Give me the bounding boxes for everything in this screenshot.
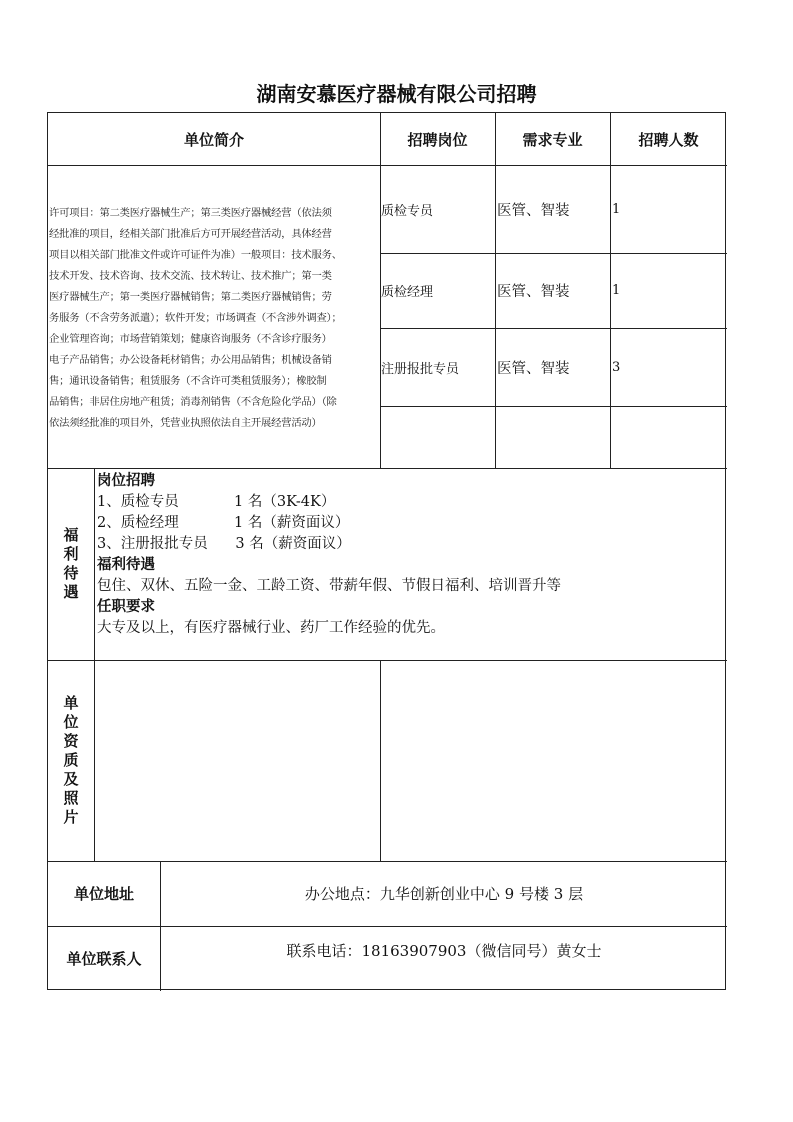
intro-line: 企业管理咨询；市场营销策划；健康咨询服务（不含诊疗服务） [49,333,332,345]
intro-line: 依法须经批准的项目外，凭营业执照依法自主开展经营活动） [49,417,322,429]
requirements-text: 大专及以上，有医疗器械行业、药厂工作经验的优先。 [97,620,445,636]
job-major [497,406,610,468]
job-major: 医管、智装 [497,360,570,377]
intro-line: 售；通讯设备销售；租赁服务（不含许可类租赁服务）；橡胶制 [49,375,327,387]
job-position [381,406,495,468]
job-count: 1 [612,201,621,217]
job-count: 1 [612,283,621,298]
job-position: 质检专员 [381,203,434,219]
intro-line: 电子产品销售；办公设备耗材销售；办公用品销售；机械设备销 [49,354,332,366]
intro-line: 品销售；非居住房地产租赁；消毒剂销售（不含危险化学品）（除 [49,396,337,408]
photo-slot-left [95,661,380,861]
label-char: 利 [63,545,79,563]
job-position: 质检经理 [381,285,434,300]
job-major: 医管、智装 [497,284,570,300]
section-title: 福利待遇 [97,557,155,573]
intro-line: 许可项目：第二类医疗器械生产；第三类医疗器械经营（依法须 [49,207,332,219]
header-position: 招聘岗位 [407,130,468,149]
job-major: 医管、智装 [497,202,570,219]
intro-line: 技术开发、技术咨询、技术交流、技术转让、技术推广；第一类 [49,270,332,282]
job-summary-line: 1、质检专员 1 名（3K-4K） [97,494,336,510]
job-count: 3 [612,359,621,375]
company-intro [49,203,380,434]
photo-slot-right [381,661,727,861]
header-intro: 单位简介 [183,130,244,149]
benefits-content [97,471,722,639]
intro-line: 项目以相关部门批准文件或许可证件为准）一般项目：技术服务、 [49,249,342,261]
job-count [612,406,727,468]
header-count: 招聘人数 [638,130,699,149]
section-title: 岗位招聘 [97,473,155,489]
recruitment-table [47,112,726,990]
contact-label: 单位联系人 [66,950,142,968]
label-char: 遇 [63,583,79,601]
label-char: 位 [63,713,79,731]
header-major: 需求专业 [522,130,583,149]
intro-line: 务服务（不含劳务派遣）；软件开发；市场调查（不含涉外调查）； [49,312,342,324]
label-char: 片 [63,808,79,826]
label-char: 照 [63,789,79,807]
job-summary-line: 3、注册报批专员 3 名（薪资面议） [97,536,351,552]
benefits-text: 包住、双休、五险一金、工龄工资、带薪年假、节假日福利、培训晋升等 [97,578,561,594]
address-label: 单位地址 [73,885,134,903]
intro-line: 经批准的项目，经相关部门批准后方可开展经营活动，具体经营 [49,228,332,240]
photos-label [48,660,94,861]
label-char: 及 [63,770,79,788]
contact-value: 联系电话：18163907903（微信同号）黄女士 [286,941,602,960]
address-value: 办公地点：九华创新创业中心 9 号楼 3 层 [304,885,584,903]
label-char: 质 [63,751,79,769]
label-char: 福 [63,526,79,544]
section-title: 任职要求 [97,599,155,615]
benefits-label [48,468,94,660]
page-title: 湖南安慕医疗器械有限公司招聘 [256,82,537,106]
job-summary-line: 2、质检经理 1 名（薪资面议） [97,515,350,531]
label-char: 单 [63,694,79,712]
intro-line: 医疗器械生产；第一类医疗器械销售；第二类医疗器械销售；劳 [49,291,332,303]
label-char: 待 [63,564,79,582]
job-position: 注册报批专员 [381,361,460,377]
label-char: 资 [63,732,79,750]
